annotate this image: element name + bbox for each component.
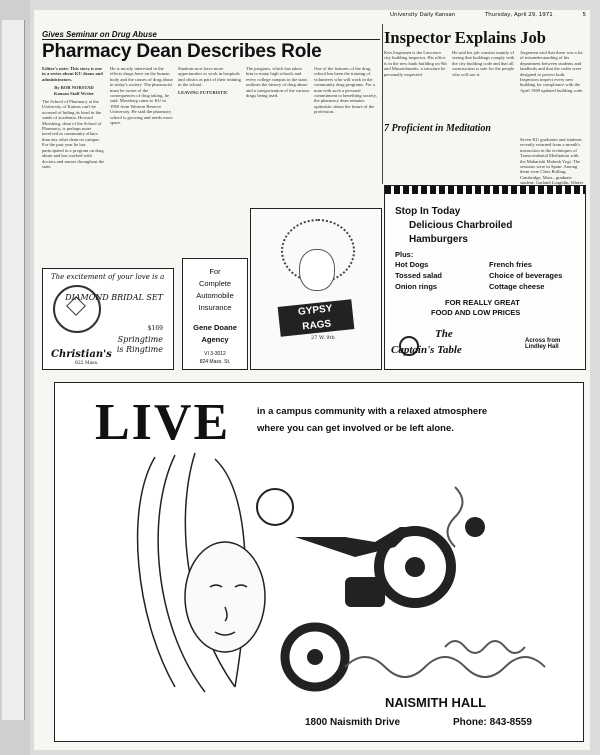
insurance-agent-1: Gene Doane xyxy=(193,323,237,332)
diamond-price: $169 xyxy=(147,325,163,332)
gypsy-rags-logo xyxy=(278,299,355,337)
inspector-column-3 xyxy=(520,50,584,120)
adjacent-page-strip xyxy=(0,0,30,755)
pharmacy-kicker: Gives Seminar on Drug Abuse xyxy=(42,30,157,39)
chain-border-top xyxy=(385,186,585,194)
issue-date: Thursday, April 29, 1971 xyxy=(484,12,553,18)
paper-name: University Daily Kansan xyxy=(390,12,456,18)
captain-line-1: Stop In Today xyxy=(395,206,461,217)
illustrated-woman-face xyxy=(299,249,335,291)
captain-name: Captain's Table xyxy=(391,344,462,356)
meditation-headline: 7 Proficient in Meditation xyxy=(384,123,491,134)
hair-strand xyxy=(138,457,175,687)
captain-promo-1: FOR REALLY GREAT xyxy=(445,298,520,307)
captain-item-l2: Tossed salad xyxy=(395,271,442,280)
pharmacy-column-3 xyxy=(178,66,242,254)
wavy-line xyxy=(345,657,545,677)
insurance-line-3: Automobile xyxy=(196,291,234,300)
live-headline: LIVE xyxy=(95,394,231,451)
insurance-phone: VI 3-3012 xyxy=(204,351,226,357)
meditation-body: Seven KU graduates and students recently returned from a month's instruction in the techniques of Transcendental Meditation with the Maharishi Mahesh Yogi. The sessions were in Spain. Among them were Chris Bolling, Cambridge, Mass., graduate student; Garland Loughlin, Winter xyxy=(520,137,584,186)
newspaper-page xyxy=(34,10,590,750)
gypsy-name-2: RAGS xyxy=(301,318,332,333)
diamond-store: Christian's xyxy=(51,349,112,360)
live-tagline xyxy=(257,403,487,437)
pharmacy-lede: The School of Pharmacy at the University of Kansas can't be accused of hiding its head in the sands of academia. xyxy=(42,99,102,121)
inspector-body-1: Ken Jorgensen is the Lawrence city building inspector. His office is in the new bank building on 9th and Massachusetts, a structure he personally inspected. xyxy=(384,50,447,77)
naismith-hall-ad xyxy=(54,382,584,742)
pharmacy-body-7: For a man with such a personal commitment to benefiting society, the pharmacy dean remains optimistic about the future of the profession. xyxy=(314,82,377,115)
diamond-slogan-2: is Ringtime xyxy=(116,345,163,354)
insurance-ad xyxy=(182,258,248,370)
inspector-body-3: Jorgensen said that there was a lot of misunderstanding of his department between students and landlords and that the codes were designed to protect both. xyxy=(520,50,583,77)
inspector-body-4: Inspectors inspect every new building for compliance with the April 1969 updated building code. xyxy=(520,77,584,93)
pharmacy-body-6: One of the features of the drug school has been the training of volunteers who will work in the community drug programs. xyxy=(314,66,373,88)
editor-note: Editor's note: This story is one in a series about KU deans and administrators. xyxy=(42,66,103,82)
rule xyxy=(42,39,380,40)
page-number: 5 xyxy=(582,12,586,18)
inspector-column-2 xyxy=(452,50,516,182)
captain-line-3: Hamburgers xyxy=(409,234,468,245)
page-header xyxy=(390,12,586,22)
captain-item-l3: Onion rings xyxy=(395,282,438,291)
live-tagline-1: in a campus community with a relaxed atmosphere xyxy=(257,406,488,417)
captain-plus: Plus: xyxy=(395,250,414,259)
pharmacy-subhead: LEAVING FUTURISTIC xyxy=(178,89,229,95)
gypsy-address: 27 W. 9th xyxy=(311,335,335,341)
gypsy-name-1: GYPSY xyxy=(297,303,333,318)
pharmacy-column-1 xyxy=(42,66,106,262)
captain-item-r2: Choice of beverages xyxy=(489,271,563,280)
motorcycle-frame xyxy=(295,527,415,557)
captain-item-r1: French fries xyxy=(489,260,532,269)
pharmacy-body-2: He is mostly interested in the effects drugs have on the human body and the causes of drug abuse in today's society. The pharmacist must be aware of the consequences of drug taking, he said. xyxy=(110,66,174,104)
pharmacy-body-4: Students now have more opportunities to work in hospitals and clinics as part of their training in the school. xyxy=(178,66,242,88)
pharmacy-headline: Pharmacy Dean Describes Role xyxy=(42,41,322,62)
insurance-line-4: Insurance xyxy=(198,303,232,312)
gypsy-rags-ad xyxy=(250,208,382,370)
pharmacy-column-2 xyxy=(110,66,174,262)
diamond-slogan-1: Springtime xyxy=(117,335,163,344)
insurance-agent-2: Agency xyxy=(201,335,229,344)
hall-phone: Phone: 843-8559 xyxy=(453,717,532,728)
captain-line-2: Delicious Charbroiled xyxy=(409,220,513,231)
pharmacy-body-5: The program, which has taken him to many high schools and every college campus in the state, outlines the history of drug abuse and a categorization of the various drugs being used. xyxy=(246,66,310,99)
hall-address: 1800 Naismith Drive xyxy=(305,717,401,728)
captains-table-ad xyxy=(384,185,586,370)
inspector-headline: Inspector Explains Job xyxy=(384,28,546,47)
pharmacy-column-4 xyxy=(246,66,310,204)
motorcycle-engine xyxy=(345,577,385,607)
captain-location: Across from Lindley Hall xyxy=(525,338,561,350)
insurance-line-2: Complete xyxy=(198,279,232,288)
live-tagline-2: where you can get involved or be left alone. xyxy=(257,423,454,434)
inspector-column-1 xyxy=(384,50,448,182)
insurance-line-1: For xyxy=(209,267,221,276)
diamond-bridal-ad xyxy=(42,268,174,370)
inspector-body-2: He said his job consists mainly of seeing that buildings comply with the city building code and that all construction is safe for the people who will use it. xyxy=(452,50,515,77)
byline: By BOB NORSTAD Kansan Staff Writer xyxy=(53,85,95,96)
captain-promo-2: FOOD AND LOW PRICES xyxy=(431,308,521,317)
captain-item-l1: Hot Dogs xyxy=(395,260,429,269)
captain-the: The xyxy=(435,328,453,340)
insurance-address: 824 Mass. St. xyxy=(199,359,231,365)
pharmacy-body-1: Howard Mossberg, dean of the School of Pharmacy, is perhaps more involved in community affairs than any other dean on campus. For the past year he has participated in a program on drug abuse and has worked with doctors and nurses throughout the state. xyxy=(42,115,105,169)
diamond-address: 822 Mass. xyxy=(75,361,99,366)
column-rule xyxy=(382,24,383,184)
hall-name: NAISMITH HALL xyxy=(385,695,487,710)
diamond-offer: DIAMOND BRIDAL SET xyxy=(65,293,163,302)
captain-item-r3: Cottage cheese xyxy=(489,282,545,291)
diamond-tagline: The excitement of your love is a xyxy=(51,273,165,281)
pharmacy-body-3: Mossberg came to KU in 1969 from Western Reserve University. He said the pharmacy school is growing and needs more space. xyxy=(110,98,173,126)
psychedelic-illustration xyxy=(115,447,555,697)
pharmacy-column-5 xyxy=(314,66,378,204)
